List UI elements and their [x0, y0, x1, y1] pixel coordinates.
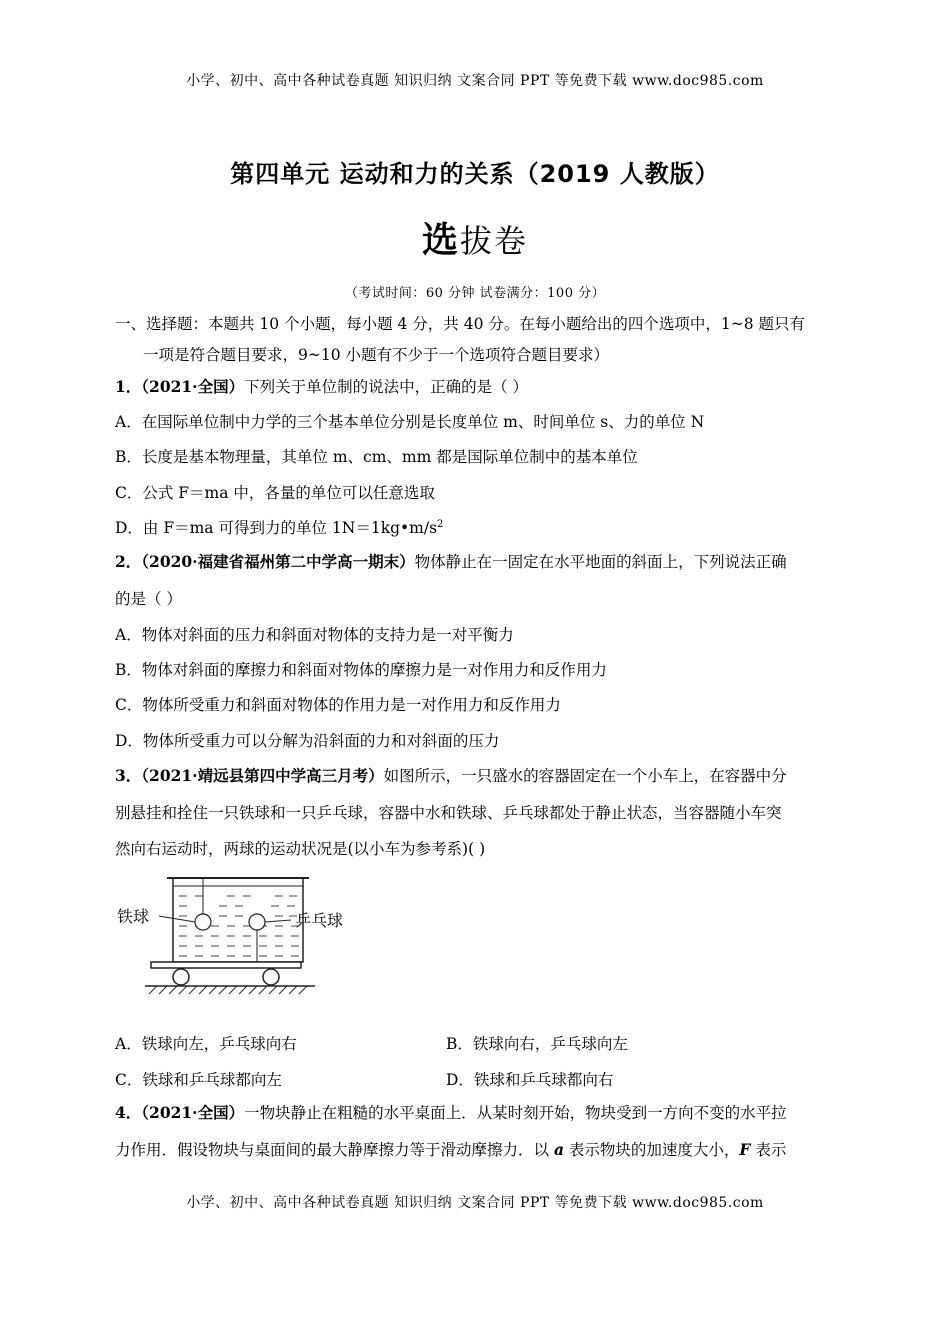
- cart-platform: [151, 962, 301, 968]
- page-subtitle: [0, 212, 950, 263]
- iron-ball: [195, 914, 211, 930]
- q2-stem-line1: [115, 550, 845, 572]
- q1-option-d-sup: 2: [437, 518, 444, 530]
- q1-option-d: [115, 516, 845, 538]
- q4-stem-line1: [115, 1101, 845, 1123]
- q3-stem-text1: 如图所示，一只盛水的容器固定在一个小车上，在容器中分: [383, 767, 787, 785]
- page-title: 第四单元 运动和力的关系（2019 人教版）: [230, 160, 720, 188]
- q3-source: （2021·靖远县第四中学高三月考）: [141, 766, 384, 785]
- cart-wheel-right: [263, 969, 279, 985]
- q3-option-d: D．铁球和乒乓球都向右: [446, 1071, 614, 1089]
- footer-watermark: 小学、初中、高中各种试卷真题 知识归纳 文案合同 PPT 等免费下载 www.doc985.com: [186, 1195, 764, 1211]
- q4-stem-text1: 一物块静止在粗糙的水平桌面上．从某时刻开始，物块受到一方向不变的水平拉: [244, 1104, 787, 1122]
- q2-option-b: B．物体对斜面的摩擦力和斜面对物体的摩擦力是一对作用力和反作用力: [115, 661, 607, 679]
- q3-stem-line3: 然向右运动时，两球的运动状况是(以小车为参考系)( ): [115, 840, 486, 858]
- q1-number: 1．: [115, 377, 142, 396]
- subtitle-rest: 拔卷: [460, 222, 529, 260]
- q2-stem-line2: 的是（ ）: [115, 590, 182, 608]
- iron-ball-leader: [159, 916, 195, 922]
- q2-option-a: A．物体对斜面的压力和斜面对物体的支持力是一对平衡力: [115, 626, 514, 644]
- cart-wheel-left: [173, 969, 189, 985]
- q3-number: 3．: [115, 766, 142, 785]
- q1-option-a: A．在国际单位制中力学的三个基本单位分别是长度单位 m、时间单位 s、力的单位 N: [115, 413, 705, 431]
- q3-option-c: C．铁球和乒乓球都向左: [115, 1071, 282, 1089]
- q4-var-a: a: [553, 1140, 564, 1159]
- q3-option-b: B．铁球向右，乒乓球向左: [446, 1035, 628, 1053]
- water-container-cart-figure: [115, 868, 375, 998]
- container-outline: [173, 878, 303, 962]
- q2-stem-text1: 物体静止在一固定在水平地面的斜面上，下列说法正确: [414, 553, 787, 571]
- q4-stem-text2b: 表示物块的加速度大小，: [563, 1141, 740, 1159]
- q2-number: 2．: [115, 552, 142, 571]
- q2-option-c: C．物体所受重力和斜面对物体的作用力是一对作用力和反作用力: [115, 696, 561, 714]
- subtitle-first-char: 选: [421, 220, 460, 261]
- q1-option-c: C．公式 F＝ma 中，各量的单位可以任意选取: [115, 484, 435, 502]
- q4-stem-text2c: 表示: [750, 1141, 787, 1159]
- section-instruction-line1: 一、选择题：本题共 10 个小题，每小题 4 分，共 40 分。在每小题给出的四个选项中，1~8 题只有: [115, 315, 806, 333]
- q3-stem-line2: 别悬挂和拴住一只铁球和一只乒乓球，容器中水和铁球、乒乓球都处于静止状态，当容器随小车突: [115, 804, 782, 822]
- q1-stem-text: 下列关于单位制的说法中，正确的是（ ）: [244, 378, 529, 396]
- q4-source: （2021·全国）: [141, 1103, 245, 1122]
- q4-stem-text2a: 力作用．假设物块与桌面间的最大静摩擦力等于滑动摩擦力．以: [115, 1141, 554, 1159]
- label-ping-pong: 乒乓球: [295, 911, 344, 930]
- q4-stem-line2: [115, 1138, 845, 1160]
- ping-pong-leader: [265, 920, 291, 922]
- q1-stem: [115, 375, 845, 397]
- ping-pong-ball: [249, 914, 265, 930]
- q1-option-b: B．长度是基本物理量，其单位 m、cm、mm 都是国际单位制中的基本单位: [115, 448, 638, 466]
- q2-option-d: D．物体所受重力可以分解为沿斜面的力和对斜面的压力: [115, 732, 500, 750]
- q3-option-a: A．铁球向左，乒乓球向右: [115, 1035, 297, 1053]
- q3-stem-line1: [115, 764, 845, 786]
- header-watermark: 小学、初中、高中各种试卷真题 知识归纳 文案合同 PPT 等免费下载 www.doc985.com: [186, 73, 764, 89]
- label-iron-ball: 铁球: [117, 907, 150, 926]
- q4-var-F: F: [739, 1140, 751, 1159]
- section-instruction-line2: 一项是符合题目要求，9~10 小题有不少于一个选项符合题目要求）: [143, 346, 610, 364]
- q1-option-d-text: D．由 F＝ma 可得到力的单位 1N＝1kg•m/s: [115, 519, 438, 537]
- q4-number: 4．: [115, 1103, 142, 1122]
- ground-hatch: [149, 986, 307, 994]
- q2-source: （2020·福建省福州第二中学高一期末）: [141, 552, 415, 571]
- exam-info: （考试时间：60 分钟 试卷满分：100 分）: [344, 286, 606, 301]
- q1-source: （2021·全国）: [141, 377, 245, 396]
